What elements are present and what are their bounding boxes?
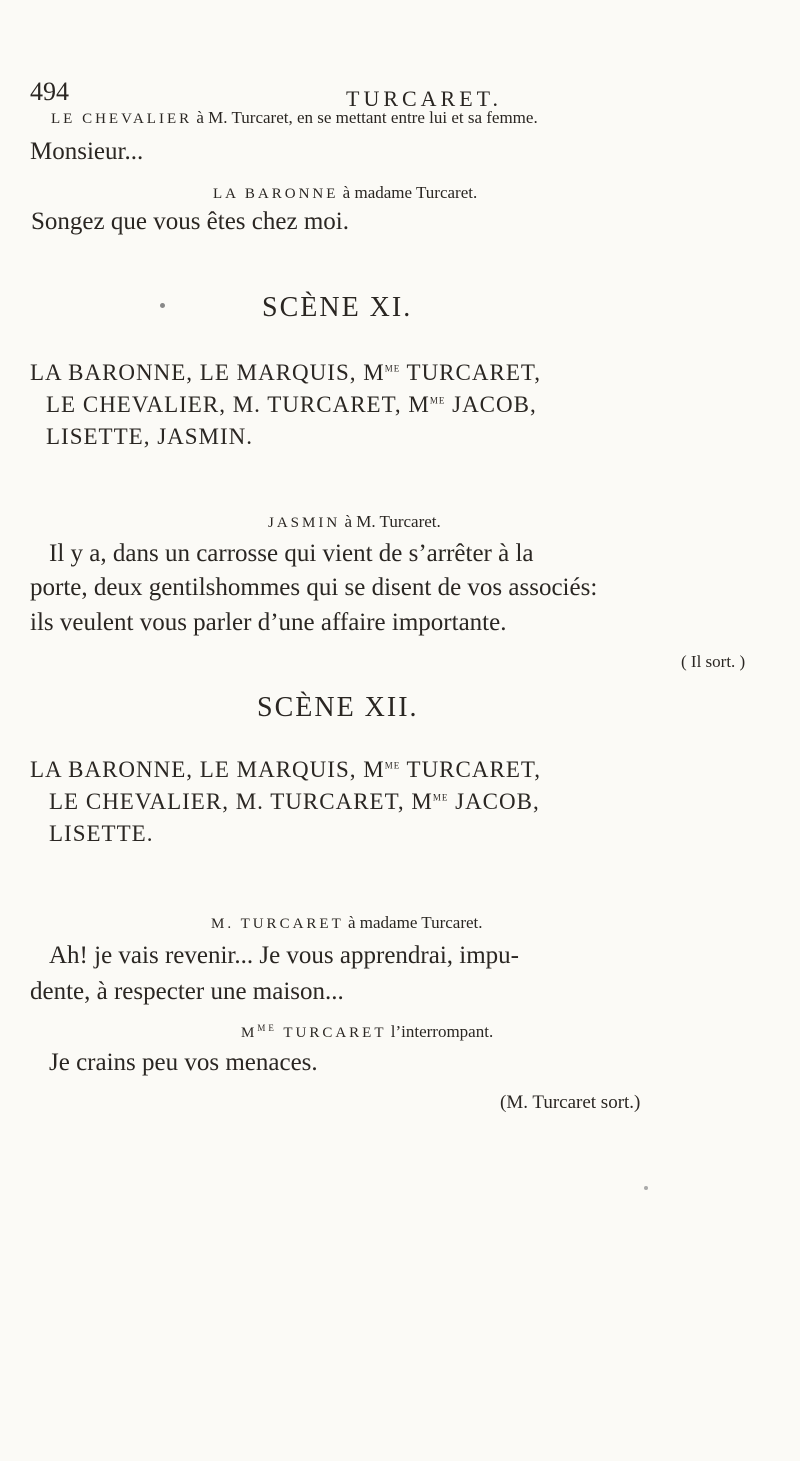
cast-list-line: LISETTE, JASMIN.: [46, 424, 254, 449]
dialogue-line: dente, à respecter une maison...: [30, 978, 344, 1005]
running-head: TURCARET.: [346, 86, 502, 111]
speaker-line-jasmin: [268, 512, 441, 532]
dialogue-line: porte, deux gentilshommes qui se disent de vos associés:: [30, 574, 598, 601]
stage-direction: à M. Turcaret.: [344, 512, 441, 531]
dialogue-line: Ah! je vais revenir... Je vous apprendrai, impu-: [49, 942, 520, 969]
dialogue-line: Il y a, dans un carrosse qui vient de s’arrêter à la: [49, 540, 534, 567]
speaker-name: JASMIN: [268, 515, 341, 531]
speaker-name: LE CHEVALIER: [51, 111, 193, 127]
speaker-line-turcaret: [211, 913, 483, 933]
cast-list-line: LA BARONNE, LE MARQUIS, $M^{ME}$ TURCARET,: [30, 360, 541, 385]
stage-direction-exit: ( Il sort. ): [681, 652, 746, 671]
stage-direction: à M. Turcaret, en se mettant entre lui et sa femme.: [196, 108, 538, 127]
dialogue-line: Songez que vous êtes chez moi.: [31, 208, 349, 235]
stage-direction: l’interrompant.: [390, 1022, 494, 1041]
speaker-name: M. TURCARET: [211, 916, 344, 932]
speaker-name: $M^{ME}$ TURCARET: [241, 1023, 387, 1041]
cast-list-line: LA BARONNE, LE MARQUIS, $M^{ME}$ TURCARET,: [30, 757, 541, 782]
stage-direction: à madame Turcaret.: [347, 913, 483, 932]
cast-list-line: LE CHEVALIER, M. TURCARET, $M^{ME}$ JACOB,: [46, 392, 537, 417]
cast-list-line: LISETTE.: [49, 821, 154, 846]
scene-title: SCÈNE XII.: [257, 692, 419, 723]
stage-direction-exit: (M. Turcaret sort.): [500, 1092, 641, 1113]
speaker-name: LA BARONNE: [213, 186, 339, 202]
scene-title: SCÈNE XI.: [262, 292, 413, 323]
print-speck: [160, 303, 165, 308]
cast-list-line: LE CHEVALIER, M. TURCARET, $M^{ME}$ JACOB,: [49, 789, 540, 814]
stage-direction: à madame Turcaret.: [342, 183, 478, 202]
dialogue-line: Monsieur...: [30, 138, 144, 165]
page-number: 494: [30, 77, 69, 106]
dialogue-line: Je crains peu vos menaces.: [49, 1049, 318, 1076]
speaker-line-mme-turcaret: [241, 1022, 493, 1042]
dialogue-line: ils veulent vous parler d’une affaire importante.: [30, 609, 507, 636]
print-speck: [644, 1186, 648, 1190]
speaker-line-chevalier: [51, 108, 538, 128]
speaker-line-baronne: [213, 183, 477, 203]
